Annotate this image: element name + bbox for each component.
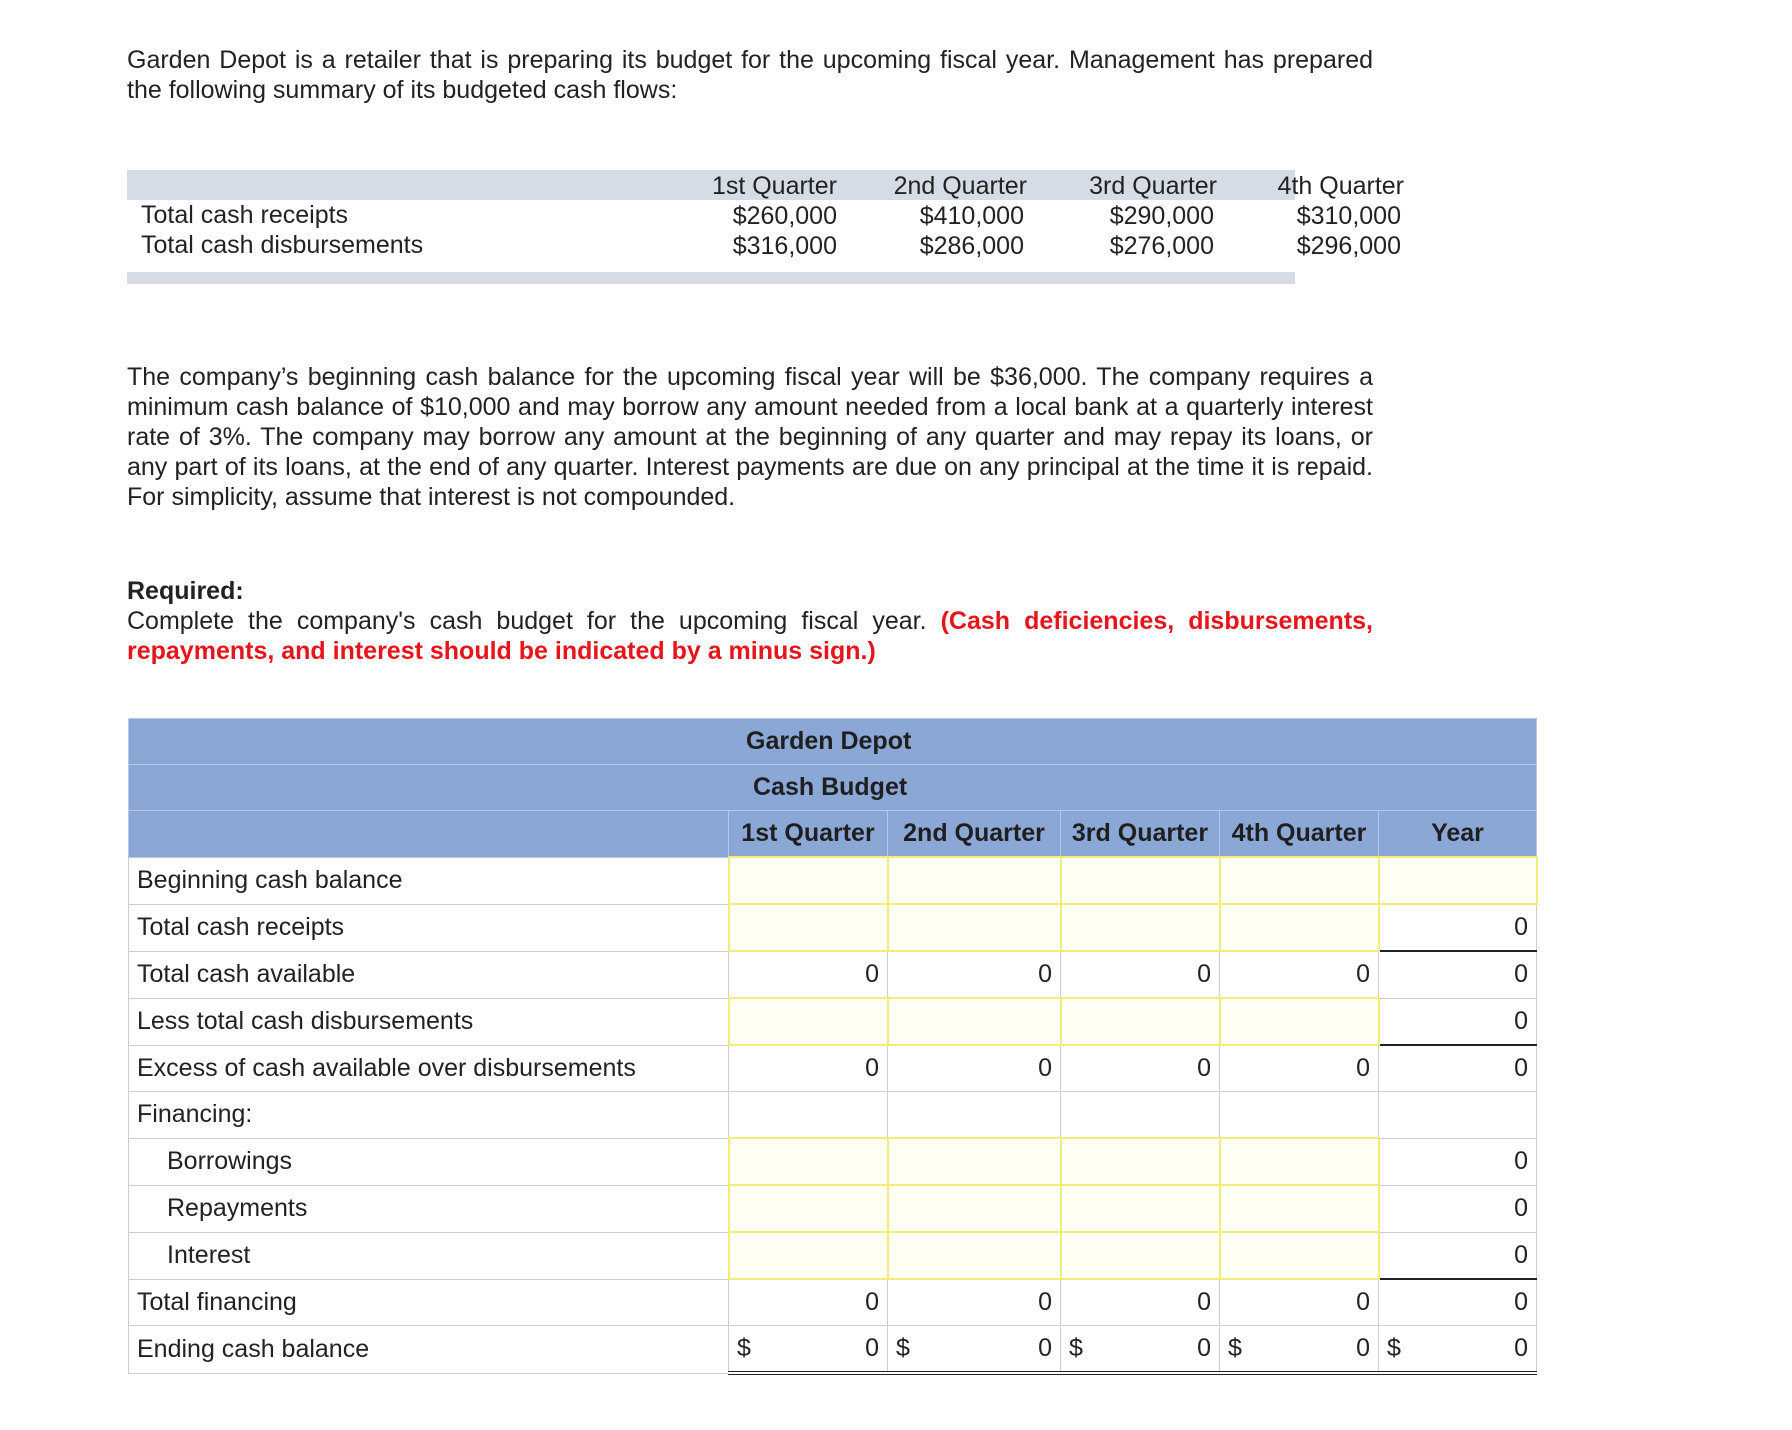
summary-row-disbursements: [127, 230, 1401, 260]
input-interest-q1[interactable]: [729, 1232, 888, 1279]
excess-q4-value: 0: [1220, 1045, 1379, 1092]
receipts-year-value: 0: [1379, 904, 1537, 951]
ending-q3-value: 0: [1197, 1334, 1211, 1362]
summary-header-q1: 1st Quarter: [711, 172, 837, 200]
dollar-sign: $: [737, 1334, 751, 1362]
available-q2-value: 0: [888, 951, 1061, 998]
row-label: Total cash available: [129, 951, 729, 998]
row-interest: [129, 1232, 1537, 1279]
input-beginning-q4[interactable]: [1220, 857, 1379, 904]
required-heading: Required:: [127, 577, 244, 605]
input-interest-q2[interactable]: [888, 1232, 1061, 1279]
row-total-cash-receipts: [129, 904, 1537, 951]
summary-header-q2: 2nd Quarter: [893, 172, 1027, 200]
row-total-cash-available: [129, 951, 1537, 998]
available-year-value: 0: [1379, 951, 1537, 998]
empty-cell: [1379, 1092, 1537, 1139]
row-label: Borrowings: [129, 1138, 729, 1185]
financing-q2-value: 0: [888, 1279, 1061, 1326]
financing-q3-value: 0: [1061, 1279, 1220, 1326]
row-label: Interest: [129, 1232, 729, 1279]
budget-title: Cash Budget: [129, 765, 1537, 811]
input-repayments-q2[interactable]: [888, 1185, 1061, 1232]
ending-year-cell: [1379, 1326, 1537, 1374]
available-q1-value: 0: [729, 951, 888, 998]
available-q3-value: 0: [1061, 951, 1220, 998]
required-text: Complete the company's cash budget for the upcoming fiscal year.: [127, 607, 927, 635]
summary-row-receipts: [127, 200, 1401, 230]
dollar-sign: $: [1069, 1334, 1083, 1362]
ending-year-value: 0: [1514, 1334, 1528, 1362]
excess-q3-value: 0: [1061, 1045, 1220, 1092]
input-repayments-q1[interactable]: [729, 1185, 888, 1232]
required-note: (Cash deficiencies, disbursements, repayments, and interest should be indicated by a minus sign.): [127, 607, 1373, 665]
excess-q1-value: 0: [729, 1045, 888, 1092]
row-label: Total financing: [129, 1279, 729, 1326]
empty-cell: [888, 1092, 1061, 1139]
financing-q4-value: 0: [1220, 1279, 1379, 1326]
input-disbursements-q1[interactable]: [729, 998, 888, 1045]
conditions-paragraph: The company’s beginning cash balance for the upcoming fiscal year will be $36,000. The company requires a minimum cash balance of $10,000 and may borrow any amount needed from a local bank at a quarterly interest rate of 3%. The company may borrow any amount at the beginning of any quarter and may repay its loans, or any part of its loans, at the end of any quarter. Interest payments are due on any principal at the time it is repaid. For simplicity, assume that interest is not compounded.: [127, 363, 1373, 511]
empty-cell: [729, 1092, 888, 1139]
summary-bottom-rule: [127, 272, 1295, 284]
dollar-sign: $: [896, 1334, 910, 1362]
row-repayments: [129, 1185, 1537, 1232]
ending-q2-cell: [888, 1326, 1061, 1374]
empty-cell: [1061, 1092, 1220, 1139]
excess-q2-value: 0: [888, 1045, 1061, 1092]
row-label: Beginning cash balance: [129, 857, 729, 904]
summary-header-q4: 4th Quarter: [1277, 172, 1404, 200]
ending-q4-value: 0: [1356, 1334, 1370, 1362]
summary-header-row: [127, 170, 1404, 200]
summary-value: $290,000: [1109, 202, 1214, 230]
ending-q2-value: 0: [1038, 1334, 1052, 1362]
input-repayments-q3[interactable]: [1061, 1185, 1220, 1232]
column-header-q4: 4th Quarter: [1220, 811, 1379, 858]
input-borrowings-q4[interactable]: [1220, 1138, 1379, 1185]
row-label: Excess of cash available over disbursements: [129, 1045, 729, 1092]
summary-value: $316,000: [732, 232, 837, 260]
summary-table: [127, 170, 1404, 284]
row-ending-cash-balance: [129, 1326, 1537, 1374]
input-beginning-q1[interactable]: [729, 857, 888, 904]
row-label: Ending cash balance: [129, 1326, 729, 1374]
row-excess-cash: [129, 1045, 1537, 1092]
required-instructions: [127, 606, 1373, 666]
summary-value: $410,000: [919, 202, 1024, 230]
financing-q1-value: 0: [729, 1279, 888, 1326]
summary-label: Total cash disbursements: [141, 231, 424, 259]
ending-q4-cell: [1220, 1326, 1379, 1374]
input-interest-q4[interactable]: [1220, 1232, 1379, 1279]
budget-column-headers: [129, 811, 1537, 858]
input-interest-q3[interactable]: [1061, 1232, 1220, 1279]
input-receipts-q1[interactable]: [729, 904, 888, 951]
financing-year-value: 0: [1379, 1279, 1537, 1326]
ending-q3-cell: [1061, 1326, 1220, 1374]
summary-value: $260,000: [732, 202, 837, 230]
interest-year-value: 0: [1379, 1232, 1537, 1279]
row-borrowings: [129, 1138, 1537, 1185]
row-label: Less total cash disbursements: [129, 998, 729, 1045]
input-disbursements-q3[interactable]: [1061, 998, 1220, 1045]
row-less-disbursements: [129, 998, 1537, 1045]
input-borrowings-q1[interactable]: [729, 1138, 888, 1185]
summary-value: $310,000: [1296, 202, 1401, 230]
input-repayments-q4[interactable]: [1220, 1185, 1379, 1232]
cash-budget-table: [128, 718, 1538, 1375]
row-label: Repayments: [129, 1185, 729, 1232]
excess-year-value: 0: [1379, 1045, 1537, 1092]
summary-value: $296,000: [1296, 232, 1401, 260]
summary-label: Total cash receipts: [141, 201, 349, 229]
input-receipts-q3[interactable]: [1061, 904, 1220, 951]
input-disbursements-q2[interactable]: [888, 998, 1061, 1045]
summary-value: $286,000: [919, 232, 1024, 260]
input-beginning-q3[interactable]: [1061, 857, 1220, 904]
borrowings-year-value: 0: [1379, 1138, 1537, 1185]
available-q4-value: 0: [1220, 951, 1379, 998]
ending-q1-cell: [729, 1326, 888, 1374]
input-borrowings-q2[interactable]: [888, 1138, 1061, 1185]
header-blank: [129, 811, 729, 858]
input-beginning-year[interactable]: [1379, 857, 1537, 904]
summary-header-q3: 3rd Quarter: [1089, 172, 1217, 200]
repayments-year-value: 0: [1379, 1185, 1537, 1232]
input-receipts-q4[interactable]: [1220, 904, 1379, 951]
ending-q1-value: 0: [865, 1334, 879, 1362]
row-label: Financing:: [129, 1092, 729, 1139]
empty-cell: [1220, 1092, 1379, 1139]
row-financing-heading: [129, 1092, 1537, 1139]
column-header-q2: 2nd Quarter: [888, 811, 1061, 858]
summary-value: $276,000: [1109, 232, 1214, 260]
required-block: [127, 576, 1373, 666]
input-receipts-q2[interactable]: [888, 904, 1061, 951]
disbursements-year-value: 0: [1379, 998, 1537, 1045]
dollar-sign: $: [1228, 1334, 1242, 1362]
input-borrowings-q3[interactable]: [1061, 1138, 1220, 1185]
dollar-sign: $: [1387, 1334, 1401, 1362]
input-beginning-q2[interactable]: [888, 857, 1061, 904]
budget-company-name: Garden Depot: [129, 719, 1537, 765]
intro-paragraph: Garden Depot is a retailer that is preparing its budget for the upcoming fiscal year. Management has prepared the following summary of its budgeted cash flows:: [127, 46, 1373, 104]
row-beginning-cash-balance: [129, 857, 1537, 904]
column-header-year: Year: [1379, 811, 1537, 858]
input-disbursements-q4[interactable]: [1220, 998, 1379, 1045]
row-label: Total cash receipts: [129, 904, 729, 951]
column-header-q3: 3rd Quarter: [1061, 811, 1220, 858]
column-header-q1: 1st Quarter: [729, 811, 888, 858]
row-total-financing: [129, 1279, 1537, 1326]
